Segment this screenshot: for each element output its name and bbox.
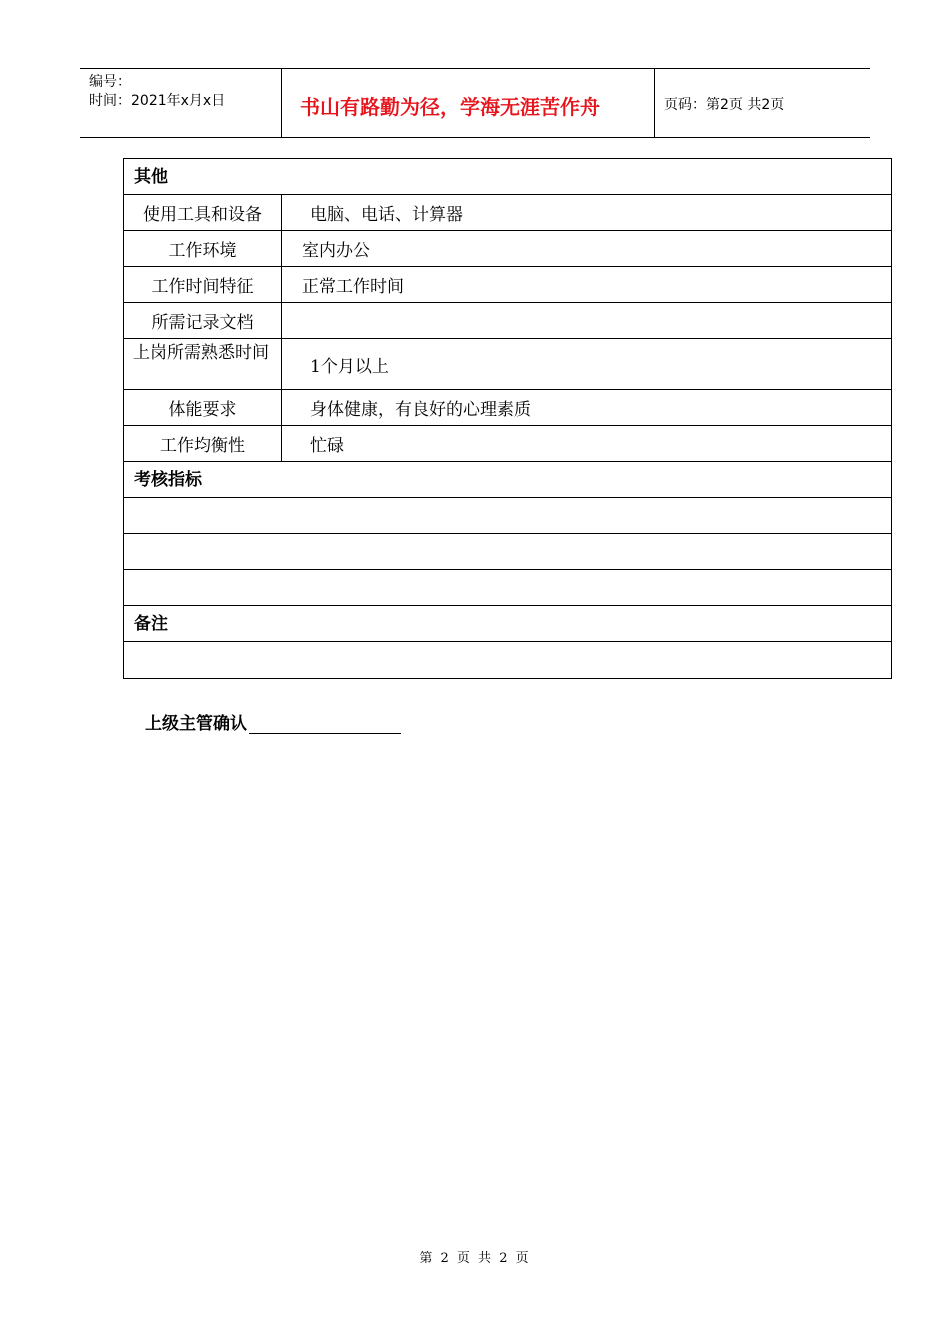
supervisor-confirm-label: 上级主管确认 — [145, 714, 247, 734]
kpi-blank-row — [124, 498, 891, 534]
row-label: 工作环境 — [124, 231, 282, 266]
row-value: 室内办公 — [302, 241, 370, 261]
page-header — [80, 68, 870, 138]
header-page-cell — [655, 69, 870, 137]
row-label: 上岗所需熟悉时间 — [124, 339, 282, 389]
supervisor-confirm — [145, 709, 401, 734]
job-description-table — [123, 158, 892, 679]
row-label: 使用工具和设备 — [124, 195, 282, 230]
section-notes-title: 备注 — [124, 606, 891, 642]
document-number: 编号： — [89, 74, 131, 90]
row-value: 身体健康，有良好的心理素质 — [310, 400, 531, 420]
table-row — [124, 426, 891, 462]
table-row — [124, 339, 891, 390]
table-row — [124, 267, 891, 303]
table-row — [124, 390, 891, 426]
kpi-blank-row — [124, 534, 891, 570]
document-date: 时间：2021年x月x日 — [89, 93, 226, 109]
kpi-blank-row — [124, 570, 891, 606]
header-meta — [80, 69, 282, 137]
row-label: 体能要求 — [124, 390, 282, 425]
header-page-number: 页码：第2页 共2页 — [664, 97, 785, 113]
header-motto-cell — [282, 69, 655, 137]
row-value: 1个月以上 — [310, 356, 389, 377]
section-other-title: 其他 — [124, 159, 891, 195]
notes-blank-row — [124, 642, 891, 678]
row-value: 正常工作时间 — [302, 277, 404, 297]
section-kpi-title: 考核指标 — [124, 462, 891, 498]
row-value — [282, 303, 891, 338]
row-label: 工作时间特征 — [124, 267, 282, 302]
row-label: 工作均衡性 — [124, 426, 282, 461]
row-label: 所需记录文档 — [124, 303, 282, 338]
table-row — [124, 303, 891, 339]
table-row — [124, 195, 891, 231]
row-value: 电脑、电话、计算器 — [310, 205, 463, 225]
signature-line — [249, 711, 401, 734]
row-value: 忙碌 — [310, 436, 344, 456]
page-footer: 第 2 页 共 2 页 — [419, 1251, 531, 1266]
table-row — [124, 231, 891, 267]
header-motto: 书山有路勤为径，学海无涯苦作舟 — [300, 95, 600, 119]
